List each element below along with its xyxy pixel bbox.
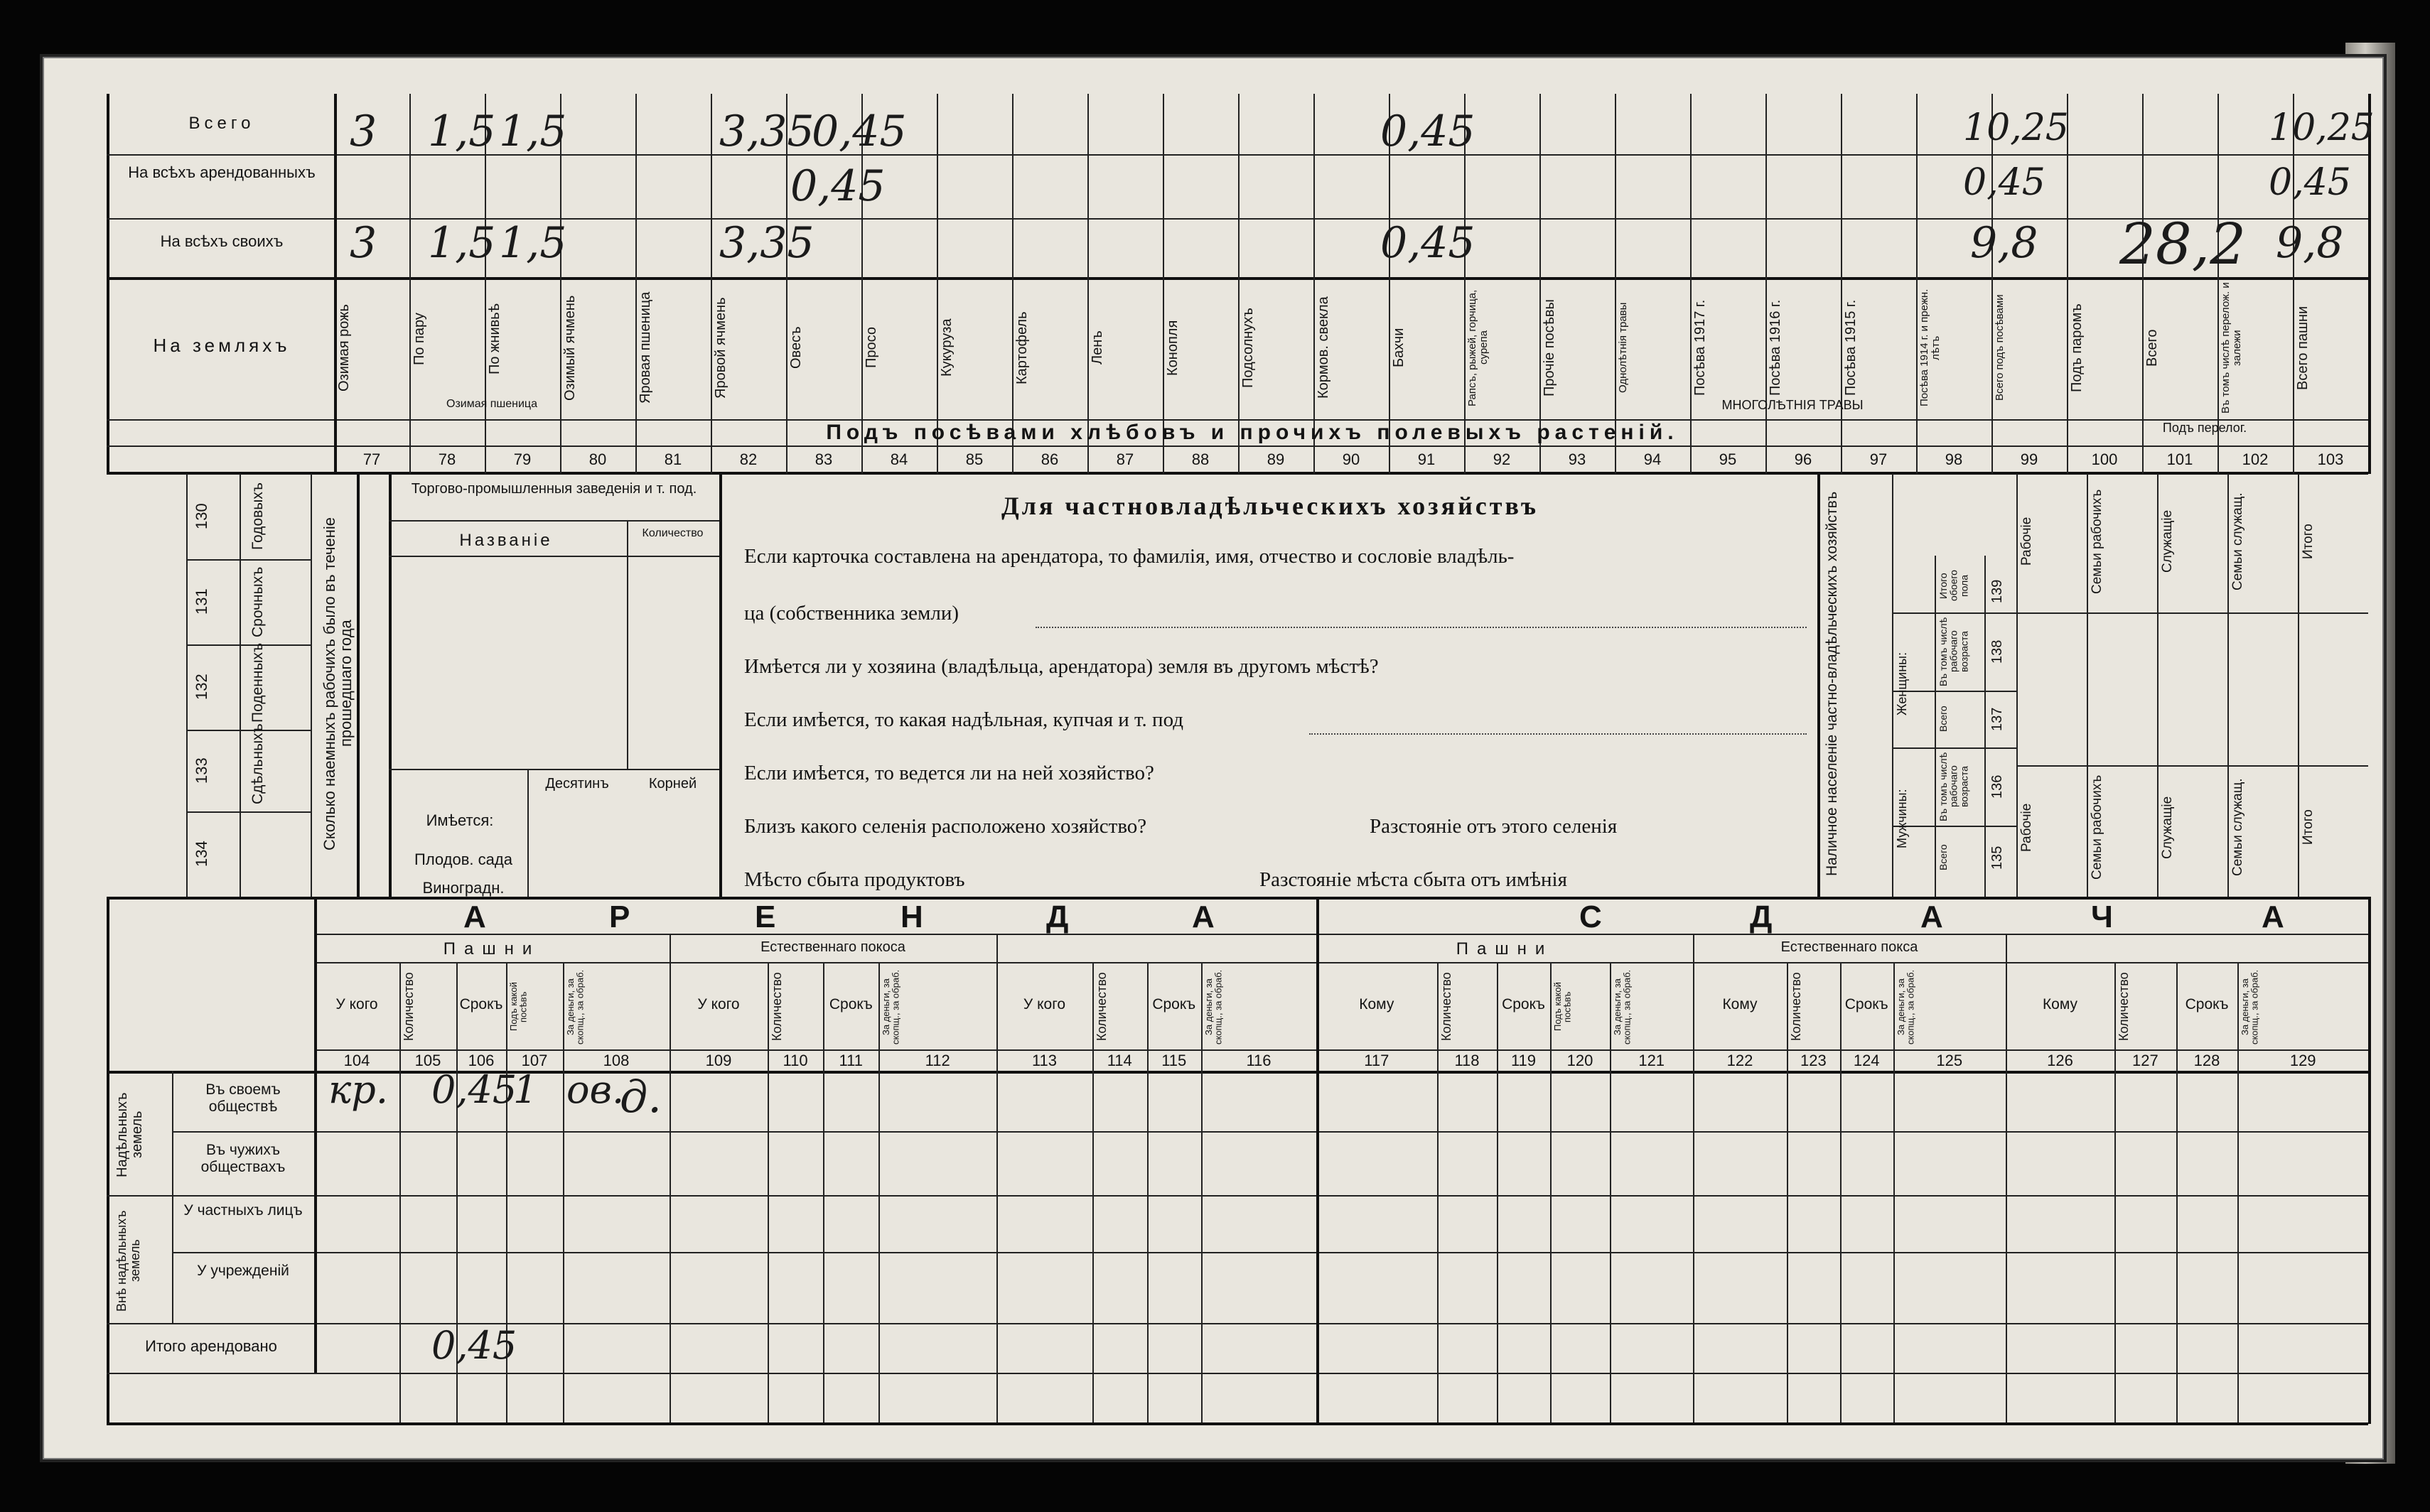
crop-column-label: Ленъ — [1090, 330, 1105, 365]
crop-column-number: 82 — [739, 450, 758, 468]
population-col-top: Итого — [2301, 524, 2316, 559]
hired-workers-side-label: Сколько наемныхъ рабочихъ было въ теченіе прошедшаго года — [321, 517, 355, 850]
crop-column-number: 97 — [1869, 450, 1888, 468]
rule — [107, 897, 109, 1424]
rule — [389, 474, 392, 897]
q6b: Разстояніе мѣста сбыта отъ имѣнія — [1259, 868, 1567, 891]
rule — [1991, 94, 1993, 474]
lease-col-number: 120 — [1566, 1052, 1593, 1069]
rule — [2157, 474, 2158, 897]
crop-column-label: Подъ паромъ — [2069, 303, 2085, 392]
lease-col-number: 125 — [1936, 1052, 1963, 1069]
rule — [1313, 94, 1315, 474]
rule — [2016, 612, 2368, 614]
row-rented-label: На всѣхъ арендованныхъ — [128, 163, 316, 181]
crop-column-label: Просо — [864, 327, 879, 369]
hw-term: 1 — [513, 1067, 538, 1112]
arenda-letter: Е — [755, 900, 776, 934]
crop-column-number: 103 — [2317, 450, 2344, 468]
hw-pay: д. — [620, 1071, 662, 1123]
roots-head: Корней — [648, 776, 697, 792]
rule — [2114, 962, 2116, 1422]
lease-col-head: Количество — [1439, 972, 1453, 1042]
crop-column-label: По пару — [412, 313, 427, 365]
hw-rented-3: 0,45 — [2269, 161, 2351, 204]
worker-number: 131 — [193, 588, 210, 615]
rule — [2298, 474, 2299, 897]
total-both-sexes-label: Итого обоего пола — [1937, 570, 1970, 602]
rule — [719, 474, 722, 897]
row-total-label: Всего — [188, 114, 255, 133]
crop-column-label: Посѣва 1914 г. и прежн. лѣтъ — [1918, 288, 1942, 407]
q3: Если имѣется, то какая надѣльная, купчая и т. под — [744, 708, 1183, 731]
hw-own-2: 1,5 — [428, 218, 496, 268]
col-135: 135 — [1989, 846, 2005, 870]
lease-col-number: 124 — [1853, 1052, 1880, 1069]
arenda-letter: Д — [1046, 900, 1069, 934]
crop-column-number: 83 — [815, 450, 833, 468]
lease-col-number: 127 — [2131, 1052, 2158, 1069]
crop-column-number: 100 — [2091, 450, 2118, 468]
rule — [107, 1373, 2368, 1374]
crop-column-number: 95 — [1719, 450, 1737, 468]
rule — [527, 769, 529, 897]
worker-type: Срочныхъ — [249, 566, 266, 637]
lease-col-head: За деньги, за скопщ., за обраб. — [1895, 969, 1916, 1044]
rule — [186, 644, 311, 646]
rule — [1935, 556, 1936, 897]
sdacha-meadow-head: Естественнаго покса — [1780, 939, 1918, 955]
crop-column-number: 80 — [588, 450, 607, 468]
crop-column-number: 81 — [664, 450, 682, 468]
rule — [635, 94, 637, 474]
lease-col-head: Подъ какой посѣвъ — [508, 982, 529, 1032]
hw-total-2: 1,5 — [428, 107, 496, 156]
sdacha-letter: Ч — [2091, 900, 2113, 934]
rule — [409, 94, 411, 474]
q2: Имѣется ли у хозяина (владѣльца, арендатора) земля въ другомъ мѣстѣ? — [744, 655, 1379, 678]
dessiatin-head: Десятинъ — [545, 776, 609, 792]
q5a: Близъ какого селенія расположено хозяйство? — [744, 815, 1147, 838]
rule — [937, 94, 938, 474]
rule — [389, 556, 719, 557]
hw-own-3: 1,5 — [499, 218, 567, 268]
col-137: 137 — [1989, 707, 2005, 731]
hw-own-4: 3,35 — [719, 218, 815, 268]
lease-col-number: 126 — [2047, 1052, 2073, 1069]
rule — [2087, 474, 2088, 897]
answer-line — [1036, 627, 1807, 628]
crop-column-number: 77 — [362, 450, 381, 468]
population-col-bottom: Рабочіе — [2019, 803, 2034, 852]
census-card — [43, 57, 2384, 1459]
rule — [1892, 747, 2016, 749]
crop-column-number: 85 — [965, 450, 984, 468]
hw-rented-1: 0,45 — [790, 161, 886, 211]
wheat-group-label: Озимая пшеница — [446, 398, 537, 410]
orchard-label: Плодов. сада — [414, 850, 512, 868]
crop-column-number: 91 — [1417, 450, 1436, 468]
lease-col-head: Количество — [2117, 972, 2131, 1042]
hw-rented-2: 0,45 — [1963, 161, 2045, 204]
rule — [1892, 691, 2016, 692]
sdacha-letter: С — [1579, 900, 1602, 934]
hw-total-8: 10,25 — [2269, 107, 2375, 149]
col-136: 136 — [1989, 774, 2005, 799]
arenda-meadow-head: Естественнаго покоса — [760, 939, 905, 955]
lease-col-number: 108 — [603, 1052, 630, 1069]
men-all-label: Всего — [1937, 844, 1949, 871]
rule — [314, 897, 317, 1373]
rule — [186, 730, 311, 731]
rule — [1201, 962, 1203, 1422]
lease-col-head: У кого — [1023, 996, 1066, 1012]
lease-col-number: 115 — [1161, 1052, 1187, 1069]
population-col-top: Семьи служащ. — [2230, 492, 2245, 590]
crop-column-label: Яровая пшеница — [638, 291, 653, 404]
crop-column-label: Овесъ — [788, 326, 804, 369]
crop-column-number: 98 — [1945, 450, 1963, 468]
rule — [1316, 897, 1319, 1422]
rule — [1984, 556, 1986, 897]
institutions-label: У учрежденій — [197, 1263, 289, 1279]
lease-col-number: 113 — [1031, 1052, 1058, 1069]
rule — [107, 472, 2368, 475]
rule — [1841, 94, 1842, 474]
row-own-label: На всѣхъ своихъ — [160, 232, 284, 250]
worker-type: Поденныхъ — [249, 642, 266, 723]
crop-column-label: Въ томъ числѣ перелож. и залежи — [2220, 282, 2243, 414]
sdacha-letter: Д — [1750, 900, 1773, 934]
rule — [823, 962, 824, 1422]
rule — [314, 962, 2368, 963]
hw-own-8: 9,8 — [2276, 218, 2344, 268]
rule — [768, 962, 769, 1422]
hw-total-7: 10,25 — [1963, 107, 2069, 149]
rule — [314, 1049, 2368, 1051]
worker-number: 134 — [193, 841, 210, 868]
arenda-arable-head: Пашни — [443, 939, 541, 958]
lease-col-head: Количество — [402, 972, 416, 1042]
crop-column-number: 92 — [1493, 450, 1511, 468]
trade-title: Торгово-промышленныя заведенія и т. под. — [411, 481, 697, 497]
hw-own-5: 0,45 — [1380, 218, 1475, 268]
rule — [711, 94, 712, 474]
rule — [2142, 94, 2144, 474]
rule — [172, 1252, 2368, 1253]
lease-col-number: 114 — [1107, 1052, 1132, 1069]
q6a: Мѣсто сбыта продуктовъ — [744, 868, 965, 891]
lease-col-number: 109 — [705, 1052, 732, 1069]
rule — [2368, 94, 2371, 474]
hw-total-5: 0,45 — [812, 107, 907, 156]
vineyard-label: Виноградн. — [422, 879, 505, 897]
private-persons-label: У частныхъ лицъ — [183, 1202, 303, 1219]
trade-count-head: Количество — [642, 527, 704, 539]
rule — [1087, 94, 1089, 474]
lease-col-head: За деньги, за скопщ., за обраб. — [1203, 969, 1224, 1044]
lease-col-head: За деньги, за скопщ., за обраб. — [881, 969, 902, 1044]
rule — [389, 520, 719, 522]
crop-column-label: Прочіе посѣвы — [1542, 299, 1557, 396]
crop-column-number: 93 — [1568, 450, 1586, 468]
rule — [186, 811, 311, 813]
rule — [1437, 962, 1439, 1422]
lease-col-head: Срокъ — [1152, 996, 1196, 1012]
lease-col-head: У кого — [335, 996, 378, 1012]
crop-column-label: Подсолнухъ — [1240, 308, 1256, 388]
lease-col-head: Срокъ — [1844, 996, 1888, 1012]
rule — [1012, 94, 1014, 474]
lease-col-number: 121 — [1638, 1052, 1665, 1069]
women-all-label: Всего — [1937, 706, 1949, 733]
population-col-top: Семьи рабочихъ — [2090, 489, 2104, 594]
col-138: 138 — [1989, 639, 2005, 664]
population-side-label: Наличное населеніе частно-владѣльческихъ хозяйствъ — [1824, 491, 1840, 876]
crop-column-number: 101 — [2166, 450, 2193, 468]
lease-col-number: 128 — [2193, 1052, 2220, 1069]
lease-col-head: Количество — [770, 972, 784, 1042]
hw-total-leased: 0,45 — [431, 1323, 517, 1368]
sdacha-arable-head: Пашни — [1456, 939, 1554, 958]
rule — [399, 962, 401, 1422]
rule — [2217, 94, 2219, 474]
crop-column-label: По жнивьѣ — [487, 303, 502, 374]
rule — [1497, 962, 1498, 1422]
population-col-bottom: Служащіе — [2160, 796, 2175, 859]
rule — [107, 897, 2368, 900]
worker-number: 133 — [193, 757, 210, 784]
hw-qty: 0,45 — [431, 1067, 517, 1112]
lease-col-head: У кого — [697, 996, 740, 1012]
rule — [1892, 612, 2016, 614]
hw-total-6: 0,45 — [1380, 107, 1475, 156]
sdacha-letter: А — [2262, 900, 2284, 934]
q4: Если имѣется, то ведется ли на ней хозяйство? — [744, 762, 1154, 784]
rule — [2227, 474, 2229, 897]
lease-col-head: Срокъ — [459, 996, 503, 1012]
crops-band: Подъ посѣвами хлѣбовъ и прочихъ полевыхъ растеній. — [826, 421, 1679, 444]
sdacha-letter: А — [1920, 900, 1943, 934]
crop-column-number: 96 — [1794, 450, 1812, 468]
women-working-age-label: Въ томъ числѣ рабочаго возраста — [1937, 617, 1970, 686]
rule — [1147, 962, 1149, 1422]
rule — [2016, 765, 2368, 767]
crop-column-label: Картофель — [1014, 311, 1030, 384]
rule — [107, 1422, 2368, 1425]
lease-col-head: Подъ какой посѣвъ — [1552, 982, 1573, 1032]
rule — [563, 962, 564, 1422]
rule — [1817, 474, 1820, 897]
hw-lessor: кр. — [328, 1067, 388, 1112]
hw-total-1: 3 — [350, 107, 377, 156]
rule — [2016, 474, 2018, 897]
crop-column-label: Однолѣтнія травы — [1617, 302, 1629, 394]
crop-column-number: 88 — [1191, 450, 1210, 468]
lease-col-number: 110 — [783, 1052, 808, 1069]
rule — [2176, 962, 2178, 1422]
lease-col-number: 117 — [1364, 1052, 1389, 1069]
crop-column-label: Яровой ячмень — [713, 297, 729, 399]
rule — [186, 559, 311, 561]
rule — [1916, 94, 1918, 474]
crop-column-label: Посѣва 1916 г. — [1768, 299, 1783, 396]
crop-column-label: Конопля — [1165, 320, 1181, 376]
rule — [1892, 826, 2016, 827]
own-society-label: Въ своемъ обществѣ — [205, 1081, 281, 1116]
crop-column-number: 94 — [1643, 450, 1662, 468]
rule — [1163, 94, 1164, 474]
lease-col-head: Срокъ — [2185, 996, 2229, 1012]
arenda-letter: А — [463, 900, 486, 934]
q1a: Если карточка составлена на арендатора, то фамилія, имя, отчество и сословіе владѣль- — [744, 545, 1515, 568]
non-allotment-lands-label: Внѣ надѣльныхъ земель — [114, 1210, 142, 1312]
population-col-top: Служащіе — [2160, 509, 2175, 573]
hw-crop: ов. — [566, 1067, 625, 1112]
other-society-label: Въ чужихъ обществахъ — [200, 1142, 286, 1176]
lease-col-number: 106 — [468, 1052, 495, 1069]
hw-own-6: 9,8 — [1970, 218, 2038, 268]
women-label: Женщины: — [1895, 652, 1909, 716]
crop-column-number: 84 — [890, 450, 908, 468]
crop-column-number: 78 — [438, 450, 456, 468]
men-label: Мужчины: — [1895, 789, 1909, 848]
arenda-letter: Р — [609, 900, 630, 934]
row-lands-label: На земляхъ — [153, 335, 291, 356]
population-col-bottom: Итого — [2301, 809, 2316, 846]
lease-col-number: 123 — [1800, 1052, 1827, 1069]
crop-column-label: Озимая рожь — [336, 304, 352, 392]
rule — [107, 1195, 2368, 1197]
rule — [311, 474, 312, 897]
crop-column-label: Всего — [2144, 329, 2160, 367]
lease-col-number: 116 — [1246, 1052, 1272, 1069]
worker-type: Сдѣльныхъ — [249, 723, 266, 804]
rule — [1539, 94, 1541, 474]
arenda-letter: Н — [901, 900, 923, 934]
crop-column-number: 89 — [1267, 450, 1285, 468]
rule — [107, 94, 109, 474]
allotment-lands-label: Надѣльныхъ земель — [114, 1092, 145, 1177]
rule — [240, 474, 241, 897]
rule — [627, 520, 628, 769]
fallow-group-label: Подъ перелог. — [2162, 421, 2247, 435]
population-col-top: Рабочіе — [2019, 517, 2034, 566]
crop-column-label: Всего пашни — [2295, 306, 2311, 390]
rule — [1893, 962, 1895, 1422]
lease-col-head: Срокъ — [829, 996, 873, 1012]
crop-column-number: 86 — [1041, 450, 1059, 468]
lease-col-head: За деньги, за скопщ., за обраб. — [1612, 969, 1633, 1044]
lease-col-head: Количество — [1789, 972, 1803, 1042]
lease-col-number: 112 — [925, 1052, 950, 1069]
rule — [1892, 474, 1893, 897]
lease-col-number: 129 — [2289, 1052, 2316, 1069]
rule — [172, 1071, 173, 1323]
men-working-age-label: Въ томъ числѣ рабочаго возраста — [1937, 752, 1970, 821]
rule — [2368, 897, 2371, 1424]
lease-col-head: За деньги, за скопщ., за обраб. — [2240, 969, 2261, 1044]
private-title: Для частновладѣльческихъ хозяйствъ — [1001, 492, 1539, 520]
trade-name-head: Названіе — [459, 531, 553, 550]
rule — [172, 1131, 2368, 1133]
arenda-letter: А — [1192, 900, 1215, 934]
lease-col-head: Количество — [1095, 972, 1109, 1042]
worker-number: 130 — [193, 503, 210, 530]
rule — [107, 446, 2368, 447]
q1b: ца (собственника земли) — [744, 602, 959, 625]
rule — [1787, 962, 1788, 1422]
lease-col-number: 111 — [839, 1052, 863, 1069]
hw-own-7: 28,2 — [2119, 211, 2247, 277]
has-label: Имѣется: — [426, 811, 494, 829]
lease-col-number: 104 — [343, 1052, 370, 1069]
crop-column-label: Посѣва 1915 г. — [1843, 299, 1859, 396]
lease-col-head: Кому — [2042, 996, 2078, 1012]
rule — [107, 277, 2368, 280]
crop-column-number: 90 — [1342, 450, 1360, 468]
rule — [389, 769, 719, 770]
lease-col-number: 107 — [521, 1052, 548, 1069]
lease-col-number: 122 — [1726, 1052, 1753, 1069]
rule — [1550, 962, 1552, 1422]
lease-col-head: Кому — [1722, 996, 1758, 1012]
rule — [1615, 94, 1616, 474]
lease-col-head: Срокъ — [1502, 996, 1545, 1012]
lease-col-number: 119 — [1510, 1052, 1537, 1069]
worker-number: 132 — [193, 674, 210, 701]
hw-own-1: 3 — [350, 218, 377, 268]
rule — [1690, 94, 1692, 474]
crop-column-label: Посѣва 1917 г. — [1692, 299, 1708, 396]
rule — [357, 474, 360, 897]
perennial-grass-label: МНОГОЛѢТНІЯ ТРАВЫ — [1721, 398, 1864, 412]
lease-col-head: За деньги, за скопщ., за обраб. — [565, 969, 586, 1044]
rule — [1765, 94, 1767, 474]
lease-col-number: 118 — [1454, 1052, 1480, 1069]
population-col-bottom: Семьи служащ. — [2230, 778, 2245, 877]
worker-type: Годовыхъ — [249, 482, 266, 551]
crop-column-label: Кормов. свекла — [1316, 296, 1331, 399]
population-col-bottom: Семьи рабочихъ — [2090, 774, 2104, 880]
rule — [2293, 94, 2294, 474]
total-leased-label: Итого арендовано — [145, 1337, 277, 1355]
rule — [1238, 94, 1240, 474]
crop-column-number: 87 — [1116, 450, 1134, 468]
crop-column-label: Кукуруза — [939, 318, 955, 377]
lease-col-head: Кому — [1359, 996, 1394, 1012]
hw-total-3: 1,5 — [499, 107, 567, 156]
crop-column-number: 99 — [2020, 450, 2038, 468]
q5b: Разстояніе отъ этого селенія — [1370, 815, 1618, 838]
crop-column-label: Бахчи — [1391, 328, 1407, 368]
crop-column-number: 102 — [2242, 450, 2269, 468]
hw-total-4: 3,35 — [719, 107, 815, 156]
crop-column-number: 79 — [513, 450, 532, 468]
rule — [1092, 962, 1094, 1422]
crop-column-label: Всего подъ посѣвами — [1994, 294, 2006, 401]
rule — [1840, 962, 1842, 1422]
col-139: 139 — [1989, 579, 2005, 603]
crop-column-label: Рапсъ, рыжей, горчица, сурепа — [1466, 289, 1490, 406]
lease-col-number: 105 — [414, 1052, 441, 1069]
answer-line — [1309, 733, 1807, 735]
rule — [2067, 94, 2068, 474]
rule — [186, 474, 188, 897]
crop-column-label: Озимый ячмень — [562, 295, 578, 401]
